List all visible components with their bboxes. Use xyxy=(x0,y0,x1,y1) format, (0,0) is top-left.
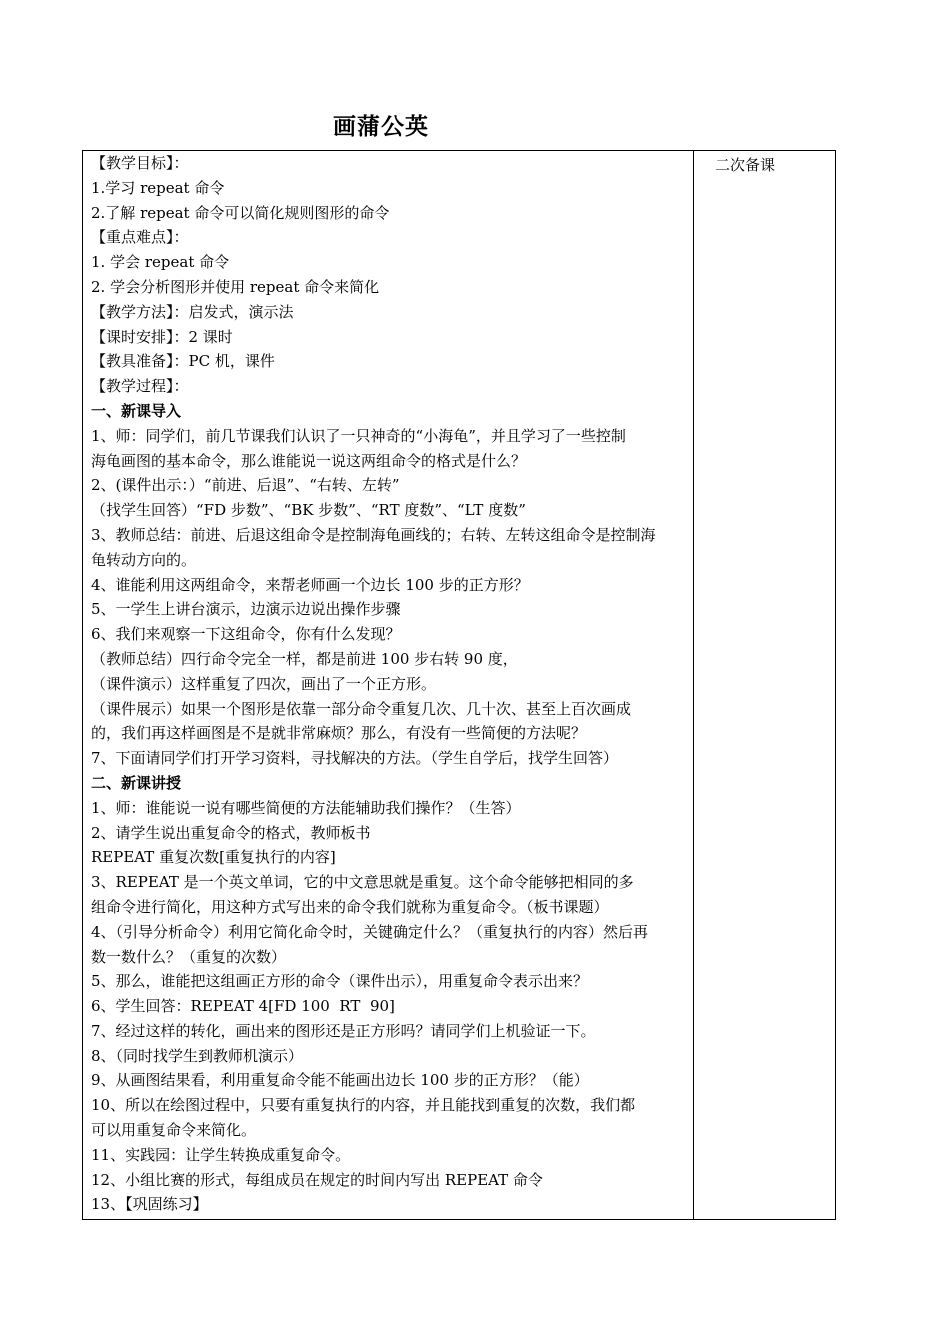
content-line: （课件演示）这样重复了四次，画出了一个正方形。 xyxy=(91,674,437,693)
secondary-prep-cell xyxy=(694,151,835,1219)
content-line: 龟转动方向的。 xyxy=(91,550,197,569)
content-line: 数一数什么？（重复的次数） xyxy=(91,947,287,966)
content-line: （教师总结）四行命令完全一样，都是前进 100 步右转 90 度， xyxy=(91,649,518,668)
content-line: 5、一学生上讲台演示，边演示边说出操作步骤 xyxy=(91,600,401,619)
content-line: 海龟画图的基本命令，那么谁能说一说这两组命令的格式是什么？ xyxy=(91,451,527,470)
lesson-content-lines xyxy=(91,151,693,1217)
content-line: REPEAT 重复次数[重复执行的内容] xyxy=(91,848,336,867)
content-line: 4、（引导分析命令）利用它简化命令时，关键确定什么？（重复执行的内容）然后再 xyxy=(91,922,649,941)
content-line: 2、请学生说出重复命令的格式，教师板书 xyxy=(91,823,371,842)
content-line: 1. 学会 repeat 命令 xyxy=(91,253,230,272)
content-line: 2、(课件出示：）“前进、后退”、“右转、左转” xyxy=(91,476,400,495)
content-line: 可以用重复命令来简化。 xyxy=(91,1121,257,1140)
content-line: 组命令进行简化，用这种方式写出来的命令我们就称为重复命令。（板书课题） xyxy=(91,897,609,916)
secondary-prep-label: 二次备课 xyxy=(715,156,776,174)
content-line: 4、谁能利用这两组命令，来帮老师画一个边长 100 步的正方形？ xyxy=(91,575,529,594)
content-line: 1、师：谁能说一说有哪些简便的方法能辅助我们操作？（生答） xyxy=(91,798,521,817)
content-line: 1.学习 repeat 命令 xyxy=(91,178,225,197)
content-line: 3、REPEAT 是一个英文单词，它的中文意思就是重复。这个命令能够把相同的多 xyxy=(91,873,634,892)
content-line: 3、教师总结：前进、后退这组命令是控制海龟画线的；右转、左转这组命令是控制海 xyxy=(91,525,656,544)
page-title: 画蒲公英 xyxy=(333,114,429,140)
content-line: 8、（同时找学生到教师机演示） xyxy=(91,1046,304,1065)
content-line: 10、所以在绘图过程中，只要有重复执行的内容，并且能找到重复的次数，我们都 xyxy=(91,1096,636,1115)
content-line: 【重点难点】： xyxy=(91,228,189,247)
content-line: 5、那么，谁能把这组画正方形的命令（课件出示），用重复命令表示出来？ xyxy=(91,972,589,991)
content-line: 1、师：同学们，前几节课我们认识了一只神奇的“小海龟”，并且学习了一些控制 xyxy=(91,426,626,445)
content-line: 11、实践园：让学生转换成重复命令。 xyxy=(91,1145,351,1164)
content-line: 【课时安排】：2 课时 xyxy=(91,327,233,346)
content-line: （课件展示）如果一个图形是依靠一部分命令重复几次、几十次、甚至上百次画成 xyxy=(91,699,632,718)
lesson-content-cell xyxy=(83,151,694,1219)
content-line: 9、从画图结果看，利用重复命令能不能画出边长 100 步的正方形？（能） xyxy=(91,1071,589,1090)
content-line: 13、【巩固练习】 xyxy=(91,1195,208,1214)
content-line: 2.了解 repeat 命令可以简化规则图形的命令 xyxy=(91,203,390,222)
section-heading: 二、新课讲授 xyxy=(91,773,182,792)
content-line: 6、学生回答：REPEAT 4[FD 100 RT 90] xyxy=(91,997,395,1016)
section-heading: 一、新课导入 xyxy=(91,401,182,420)
content-line: 【教学目标】： xyxy=(91,154,189,172)
content-line: 12、小组比赛的形式，每组成员在规定的时间内写出 REPEAT 命令 xyxy=(91,1170,543,1189)
content-line: 7、经过这样的转化，画出来的图形还是正方形吗？请同学们上机验证一下。 xyxy=(91,1021,596,1040)
content-line: 的，我们再这样画图是不是就非常麻烦？那么，有没有一些简便的方法呢？ xyxy=(91,724,587,743)
content-line: 7、下面请同学们打开学习资料，寻找解决的方法。（学生自学后，找学生回答） xyxy=(91,749,619,768)
lesson-plan-table xyxy=(82,150,836,1220)
content-line: 【教学方法】：启发式，演示法 xyxy=(91,302,294,321)
content-line: 2. 学会分析图形并使用 repeat 命令来简化 xyxy=(91,277,380,296)
content-line: 【教具准备】：PC 机，课件 xyxy=(91,352,275,371)
content-line: 【教学过程】： xyxy=(91,377,189,396)
content-line: 6、我们来观察一下这组命令，你有什么发现？ xyxy=(91,625,401,644)
content-line: （找学生回答）“FD 步数”、“BK 步数”、“RT 度数”、“LT 度数” xyxy=(91,501,526,520)
